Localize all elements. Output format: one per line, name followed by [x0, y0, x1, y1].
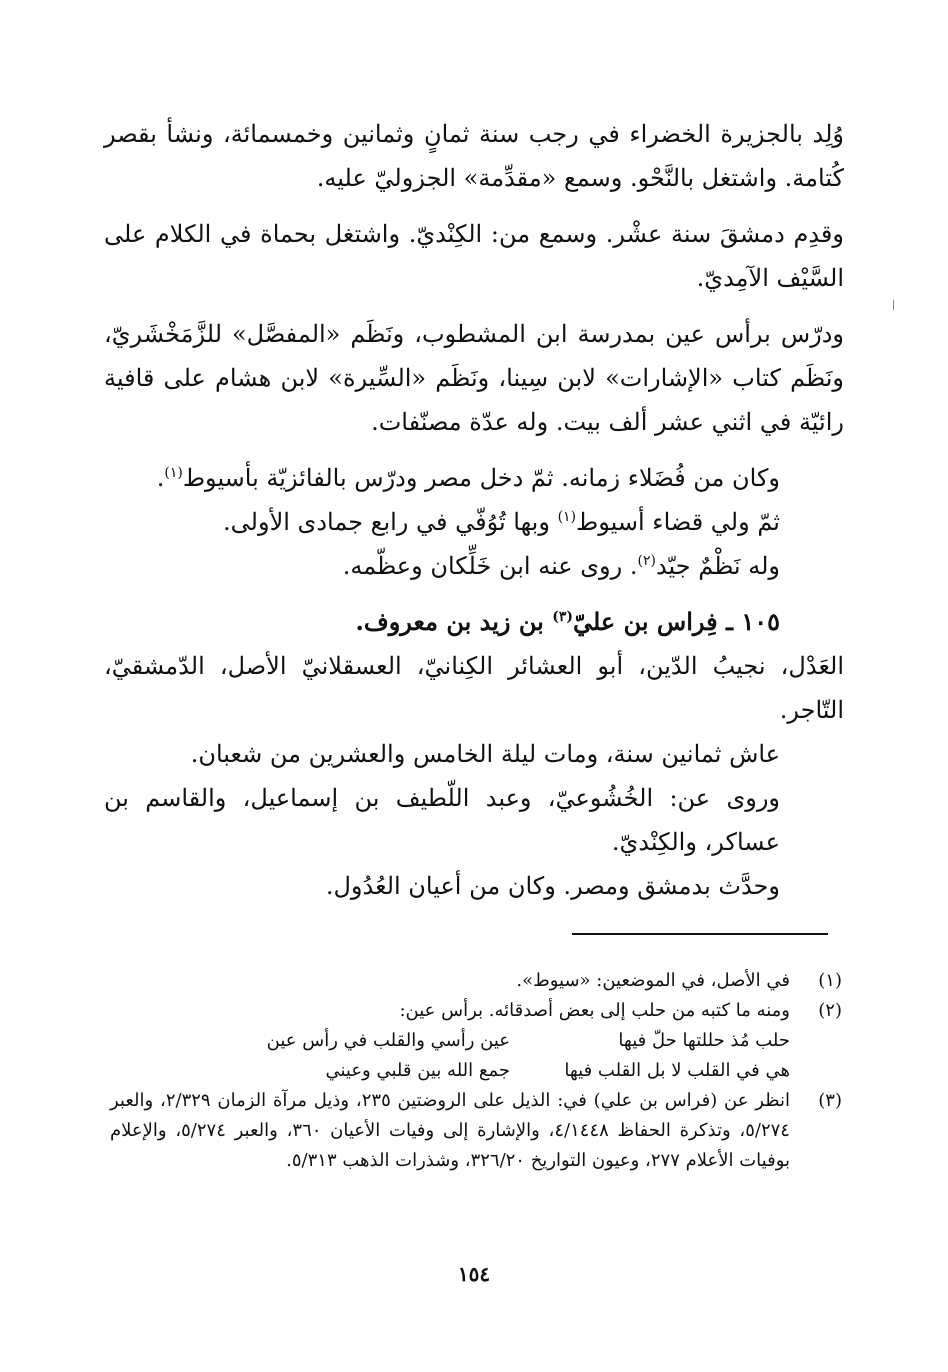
poem-verse-1 [110, 1026, 790, 1056]
footnote-text: انظر عن (فراس بن علي) في: الذيل على الروضتين ٢٣٥، وذيل مرآة الزمان ٢/٣٢٩، والعبر ٥/٢٧٤، وتذكرة الحفاظ ٤/١٤٤٨، والإشارة إلى وفيات الأعيان ٣٦٠، والعبر ٥/٢٧٤، والإعلام بوفيات الأعلام ٢٧٧، وعيون التواريخ ٣٢٦/٢٠، وشذرات الذهب ٥/٣١٣. [110, 1090, 790, 1171]
poem-verse-2 [110, 1056, 790, 1086]
entry-lineage: بن زيد بن معروف. [355, 607, 544, 636]
footnote-ref-1b: (١) [557, 509, 577, 525]
paragraph-hadith: وحدَّث بدمشق ومصر. وكان من أعيان العُدُول. [325, 872, 780, 900]
footnote-ref-3: (٣) [552, 609, 573, 625]
footnote-text: في الأصل، في الموضعين: «سيوط». [516, 970, 790, 991]
paragraph-egypt-end: . [156, 464, 165, 492]
paragraph-birth: وُلِد بالجزيرة الخضراء في رجب سنة ثمانٍ وثمانين وخمسمائة، ونشأ بقصر كُتامة. واشتغل بالنَّحْو. وسمع «مقدِّمة» الجزوليّ عليه. [104, 120, 844, 192]
footnote-ref-1: (١) [164, 465, 183, 481]
paragraph-damascus: وقدِم دمشقَ سنة عشْر. وسمع من: الكِنْديّ. واشتغل بحماة في الكلام على السَّيْف الآمِديّ. [104, 220, 844, 292]
page-number: ١٥٤ [457, 1262, 491, 1286]
paragraph-teaching: ودرّس برأس عين بمدرسة ابن المشطوب، ونَظَم «المفصَّل» للزَّمَخْشَريّ، ونَظَم كتاب «الإشارات» لابن سِينا، ونَظَم «السِّيرة» لابن هشام على قافية رائيّة في اثني عشر ألف بيت. وله عدّة مصنّفات. [104, 320, 844, 436]
entry-number: ١٠٥ ـ [725, 607, 780, 636]
footnote-3 [110, 1086, 842, 1176]
entry-name: فِراس بن عليّ [572, 607, 718, 636]
footnote-number: (٢) [818, 1000, 842, 1021]
footnote-text: ومنه ما كتبه من حلب إلى بعض أصدقائه. برأس عين: [399, 1000, 790, 1021]
margin-mark [893, 300, 894, 310]
paragraph-judgeship-end: وبها تُوُفّي في رابع جمادى الأولى. [223, 508, 558, 536]
footnote-2 [110, 996, 842, 1026]
footnote-number: (٣) [818, 1090, 842, 1111]
paragraph-poetry [104, 544, 844, 588]
paragraph-death: عاش ثمانين سنة، ومات ليلة الخامس والعشرين من شعبان. [190, 740, 780, 768]
entry-heading [104, 600, 844, 644]
verse-hemistich-first: حلب مُذ حللتها حلّ فيها [618, 1030, 790, 1051]
paragraph-poetry-end: . روى عنه ابن خَلِّكان وعظّمه. [342, 552, 638, 580]
footnote-separator [572, 933, 828, 935]
paragraph-judgeship [104, 500, 844, 544]
paragraph-judgeship-text: ثمّ ولي قضاء أسيوط [576, 508, 780, 536]
verse-hemistich-second: جمع الله بين قلبي وعيني [325, 1060, 510, 1081]
main-text [104, 112, 844, 908]
paragraph-egypt-text: وكان من فُضَلاء زمانه. ثمّ دخل مصر ودرّس بالفائزيّة بأسيوط [182, 464, 780, 492]
paragraph-egypt [104, 456, 844, 500]
paragraph-titles: العَدْل، نجيبُ الدّين، أبو العشائر الكِنانيّ، العسقلانيّ الأصل، الدّمشقيّ، التّاجر. [104, 652, 844, 724]
verse-hemistich-second: عين رأسي والقلب في رأس عين [266, 1030, 510, 1051]
footnote-number: (١) [818, 970, 842, 991]
verse-hemistich-first: هي في القلب لا بل القلب فيها [564, 1060, 790, 1081]
footnotes [110, 966, 842, 1176]
footnote-1 [110, 966, 842, 996]
paragraph-narrators: وروى عن: الخُشُوعيّ، وعبد اللّطيف بن إسماعيل، والقاسم بن عساكر، والكِنْديّ. [104, 784, 780, 856]
paragraph-poetry-text: وله نَظْمٌ جيّد [655, 552, 780, 580]
footnote-ref-2: (٢) [637, 553, 656, 569]
